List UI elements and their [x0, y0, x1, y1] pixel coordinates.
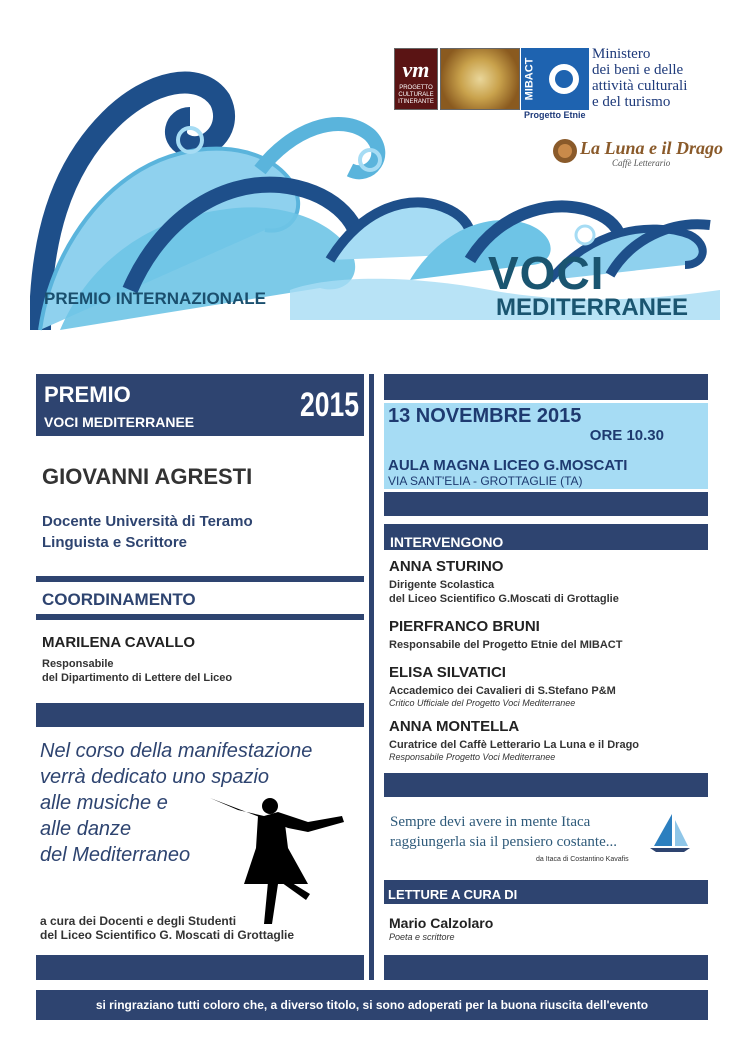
vm-logo	[394, 48, 438, 110]
coord-role-line2: del Dipartimento di Lettere del Liceo	[42, 672, 233, 684]
crest-image	[440, 48, 520, 110]
vm-logo-letters: vm	[402, 57, 430, 82]
column-divider	[369, 374, 374, 980]
event-line1: Nel corso della manifestazione	[40, 740, 313, 762]
speaker-role: Dirigente Scolastica	[389, 579, 495, 591]
right-bottom-bar	[384, 955, 708, 980]
winner-role-line2: Linguista e Scrittore	[42, 534, 188, 551]
quote-box	[384, 808, 708, 870]
speaker-name: PIERFRANCO BRUNI	[389, 618, 540, 635]
readings-header	[384, 880, 708, 904]
speaker-role: Responsabile del Progetto Etnie del MIBACT	[389, 639, 623, 651]
date-box	[384, 403, 708, 489]
quote-line1: Sempre devi avere in mente Itaca	[390, 814, 591, 830]
mibact-logo	[521, 48, 589, 110]
luna-drago-logo	[552, 136, 724, 170]
vm-logo-caption: PROGETTO CULTURALE ITINERANTE	[398, 85, 434, 105]
caffe-letterario-text: Caffè Letterario	[612, 158, 671, 168]
left-bottom-bar	[36, 955, 364, 980]
speaker-role: Curatrice del Caffè Letterario La Luna e il Drago	[389, 739, 640, 751]
quote-source: da Itaca di Costantino Kavafis	[536, 856, 629, 863]
speaker-note: Critico Ufficiale del Progetto Voci Mediterranee	[389, 698, 576, 708]
right-top-bar	[384, 374, 708, 400]
ministry-line1: Ministero	[592, 46, 651, 62]
event-address: VIA SANT'ELIA - GROTTAGLIE (TA)	[388, 474, 583, 488]
speaker-list	[389, 558, 707, 772]
sailboat-icon	[648, 812, 692, 854]
credits	[40, 914, 294, 942]
premio-subtitle: VOCI MEDITERRANEE	[44, 414, 195, 430]
event-line3: alle musiche e	[40, 792, 168, 814]
ministry-line2: dei beni e delle	[592, 62, 684, 78]
coord-name: MARILENA CAVALLO	[42, 634, 196, 651]
reader-name: Mario Calzolaro	[389, 915, 494, 931]
premio-title: PREMIO	[44, 382, 131, 407]
event-line2: verrà dedicato uno spazio	[40, 766, 270, 788]
event-date: 13 NOVEMBRE 2015	[388, 405, 582, 427]
winner-role	[42, 511, 253, 553]
speaker-item	[389, 664, 707, 718]
speakers-header	[384, 524, 708, 550]
winner-name: GIOVANNI AGRESTI	[42, 464, 253, 489]
credits-line2: del Liceo Scientifico G. Moscati di Grottaglie	[40, 928, 295, 942]
footer-bar	[36, 990, 708, 1020]
title-voci: VOCI	[488, 247, 605, 299]
luna-drago-text: La Luna e il Drago	[580, 138, 724, 158]
event-line5: del Mediterraneo	[40, 844, 191, 866]
divider-coord-top	[36, 576, 364, 582]
prize-line: PREMIO INTERNAZIONALE	[44, 289, 266, 308]
speaker-item	[389, 718, 707, 772]
speaker-name: ANNA MONTELLA	[389, 718, 520, 735]
sun-lion-icon	[544, 59, 584, 99]
title-mediterranee: MEDITERRANEE	[496, 294, 689, 321]
speaker-name: ELISA SILVATICI	[389, 664, 506, 681]
speaker-role-2: del Liceo Scientifico G.Moscati di Grottaglie	[389, 593, 619, 605]
premio-year: 2015	[300, 386, 359, 424]
reader-role: Poeta e scrittore	[389, 932, 455, 942]
dancer-silhouette	[208, 792, 348, 926]
speaker-item	[389, 558, 707, 618]
ministry-text	[592, 46, 687, 110]
quote-line2: raggiungerla sia il pensiero costante...	[390, 834, 618, 850]
coord-role	[42, 657, 232, 685]
moon-icon	[552, 138, 578, 164]
event-line4: alle danze	[40, 818, 132, 840]
coord-title: COORDINAMENTO	[42, 590, 196, 609]
right-bar-3	[384, 773, 708, 797]
readings-title: LETTURE A CURA DI	[388, 887, 518, 902]
progetto-etnie: Progetto Etnie	[524, 110, 586, 120]
speaker-note: Responsabile Progetto Voci Mediterranee	[389, 752, 556, 762]
speaker-role: Accademico dei Cavalieri di S.Stefano P&M	[389, 685, 616, 697]
speaker-item	[389, 618, 707, 664]
coord-role-line1: Responsabile	[42, 658, 114, 670]
divider-coord-bottom	[36, 614, 364, 620]
right-bar-2	[384, 492, 708, 516]
thanks-text: si ringraziano tutti coloro che, a diverso titolo, si sono adoperati per la buona riuscita dell'evento	[95, 998, 649, 1012]
ministry-line3: attività culturali	[592, 78, 688, 94]
event-venue: AULA MAGNA LICEO G.MOSCATI	[388, 457, 628, 474]
premio-header	[36, 374, 364, 436]
left-mid-bar	[36, 703, 364, 727]
credits-line1: a cura dei Docenti e degli Studenti	[40, 914, 237, 928]
mibact-label: MIBACT	[523, 57, 536, 101]
speakers-title: INTERVENGONO	[390, 534, 504, 550]
winner-role-line1: Docente Università di Teramo	[42, 513, 253, 530]
speaker-name: ANNA STURINO	[389, 558, 504, 575]
event-time: ORE 10.30	[589, 427, 664, 444]
ministry-line4: e del turismo	[592, 94, 671, 110]
